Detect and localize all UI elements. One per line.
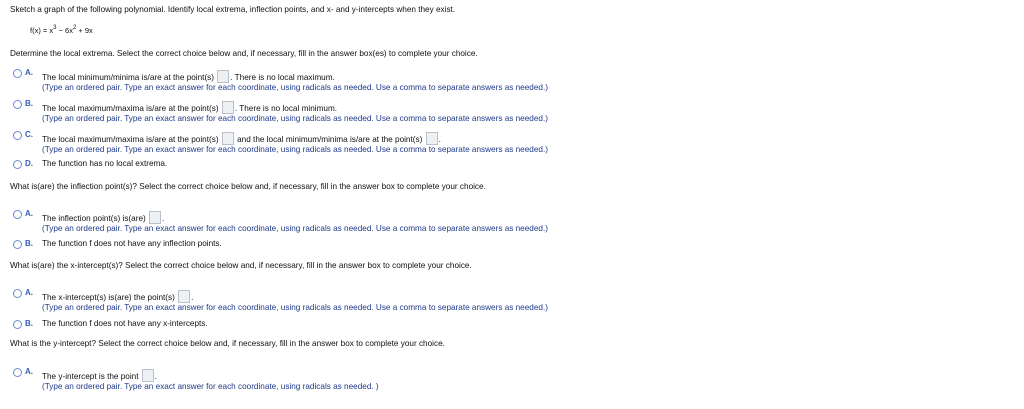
q1-option-c-pre: The local maximum/maxima is/are at the point(s) — [42, 135, 219, 144]
function-exp1: 3 — [53, 25, 57, 31]
q4-option-a-hint: (Type an ordered pair. Type an exact answer for each coordinate, using radicals as needed. ) — [42, 382, 379, 391]
q1-option-d-text: The function has no local extrema. — [42, 159, 168, 168]
q1-option-c-mid: and the local minimum/minima is/are at the point(s) — [237, 135, 423, 144]
q3-prompt: What is(are) the x-intercept(s)? Select the correct choice below and, if necessary, fill in the answer box to complete your choice. — [10, 261, 472, 270]
q1-option-b-post: . There is no local minimum. — [234, 104, 338, 113]
q1-option-c-post: . — [438, 135, 441, 144]
q2-option-a-post: . — [162, 214, 165, 223]
q2-prompt: What is(are) the inflection point(s)? Select the correct choice below and, if necessary, fill in the answer box to complete your choice. — [10, 182, 486, 191]
q1-option-c-radio[interactable] — [13, 131, 22, 140]
q3-option-b-letter: B. — [25, 319, 33, 328]
q1-option-d-radio[interactable] — [13, 160, 22, 169]
q1-option-b-letter: B. — [25, 99, 33, 108]
q4-option-a-pre: The y-intercept is the point — [42, 372, 139, 381]
q1-option-b-pre: The local maximum/maxima is/are at the point(s) — [42, 104, 219, 113]
function-exp2: 2 — [72, 25, 77, 31]
q1-option-a-hint: (Type an ordered pair. Type an exact answer for each coordinate, using radicals as needed. Use a comma to separate answers as needed.) — [42, 83, 548, 92]
q4-prompt: What is the y-intercept? Select the correct choice below and, if necessary, fill in the answer box to complete your choice. — [10, 339, 445, 348]
q2-option-b-radio[interactable] — [13, 240, 22, 249]
q1-option-b-radio[interactable] — [13, 100, 22, 109]
instruction-text: Sketch a graph of the following polynomial. Identify local extrema, inflection points, and x- and y-intercepts when they exist. — [10, 5, 456, 14]
q2-option-a-pre: The inflection point(s) is(are) — [42, 214, 146, 223]
function-rhs: + 9x — [76, 26, 93, 35]
q1-option-a-letter: A. — [25, 68, 33, 77]
q3-option-a-radio[interactable] — [13, 289, 22, 298]
q3-option-b-radio[interactable] — [13, 320, 22, 329]
q2-option-a-hint: (Type an ordered pair. Type an exact answer for each coordinate, using radicals as needed. Use a comma to separate answers as needed.) — [42, 224, 548, 233]
q1-option-d-letter: D. — [25, 159, 33, 168]
q1-option-a-radio[interactable] — [13, 69, 22, 78]
function-lhs: f(x) = x — [30, 26, 54, 35]
q3-option-b-text: The function f does not have any x-intercepts. — [42, 319, 208, 328]
q1-prompt: Determine the local extrema. Select the correct choice below and, if necessary, fill in the answer box(es) to complete your choice. — [10, 49, 478, 58]
function-mid: − 6x — [56, 26, 73, 35]
q3-option-a-pre: The x-intercept(s) is(are) the point(s) — [42, 293, 175, 302]
q2-option-a-radio[interactable] — [13, 210, 22, 219]
q4-option-a-post: . — [154, 372, 158, 381]
q1-option-c-hint: (Type an ordered pair. Type an exact answer for each coordinate, using radicals as needed. Use a comma to separate answers as needed.) — [42, 145, 548, 154]
q3-option-a-hint: (Type an ordered pair. Type an exact answer for each coordinate, using radicals as needed. Use a comma to separate answers as needed.) — [42, 303, 548, 312]
function-expression — [30, 25, 93, 36]
q4-option-a-radio[interactable] — [13, 368, 22, 377]
q1-option-c-letter: C. — [25, 130, 33, 139]
q4-option-a-letter: A. — [25, 367, 33, 376]
q1-option-b-hint: (Type an ordered pair. Type an exact answer for each coordinate, using radicals as needed. Use a comma to separate answers as needed.) — [42, 114, 548, 123]
q3-option-a-letter: A. — [25, 288, 33, 297]
q1-option-a-post: . There is no local maximum. — [230, 73, 335, 82]
q2-option-b-text: The function f does not have any inflection points. — [42, 239, 222, 248]
q2-option-a-letter: A. — [25, 209, 33, 218]
q2-option-b-letter: B. — [25, 239, 33, 248]
q1-option-a-pre: The local minimum/minima is/are at the point(s) — [42, 73, 214, 82]
q3-option-a-post: . — [191, 293, 194, 302]
